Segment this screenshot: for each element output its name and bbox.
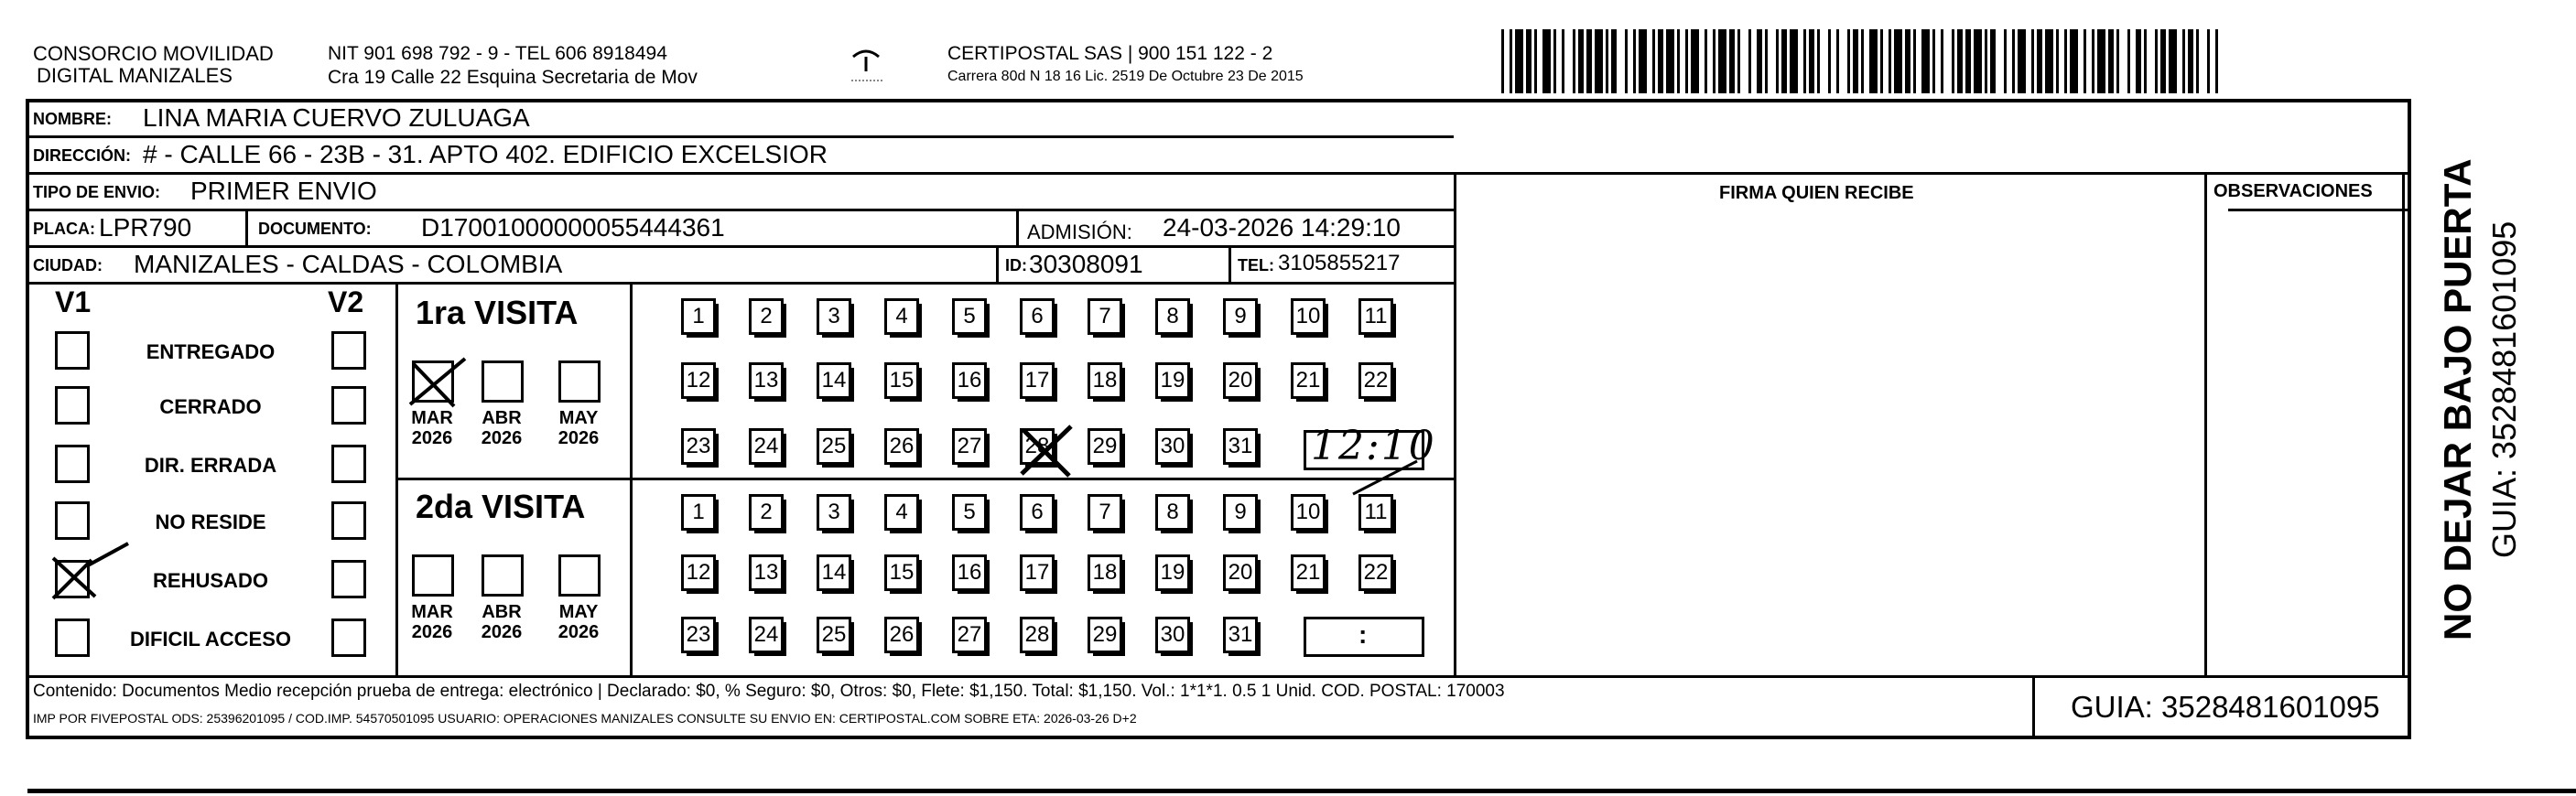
day-checkbox[interactable]: 8 [1155,298,1190,335]
month-label: MAR 2026 [411,408,453,448]
day-checkbox[interactable]: 27 [952,428,987,465]
send-type: PRIMER ENVIO [190,177,377,205]
day-checkbox[interactable]: 5 [952,298,987,335]
day-checkbox[interactable]: 28 [1020,617,1055,653]
nit-line: NIT 901 698 792 - 9 - TEL 606 8918494 [328,43,667,64]
document-label: DOCUMENTO: [258,220,372,238]
day-checkbox[interactable]: 23 [681,617,716,653]
day-checkbox[interactable]: 24 [749,428,784,465]
day-checkbox[interactable]: 16 [952,362,987,399]
company-name-line2: DIGITAL MANIZALES [37,64,233,87]
visit1-time-handwritten: 12:10 [1311,423,1436,469]
day-checkbox[interactable]: 6 [1020,494,1055,531]
address-label: DIRECCIÓN: [33,146,131,165]
document-number: D17001000000055444361 [421,213,725,242]
month-label: MAY 2026 [557,602,600,642]
day-checkbox[interactable]: 21 [1291,554,1326,591]
day-checkbox[interactable]: 14 [817,362,851,399]
day-checkbox[interactable]: 20 [1223,362,1258,399]
day-checkbox[interactable]: 26 [884,617,919,653]
day-checkbox[interactable]: 12 [681,362,716,399]
month-label: MAR 2026 [411,602,453,642]
bottom-separator [27,789,2576,793]
day-checkbox[interactable]: 13 [749,362,784,399]
day-checkbox[interactable]: 11 [1358,298,1393,335]
day-checkbox[interactable]: 22 [1358,554,1393,591]
city-label: CIUDAD: [33,256,103,274]
day-checkbox[interactable]: 2 [749,298,784,335]
day-checkbox[interactable]: 15 [884,362,919,399]
day-checkbox[interactable]: 22 [1358,362,1393,399]
name-label: NOMBRE: [33,110,112,128]
day-checkbox[interactable]: 9 [1223,494,1258,531]
status-label: ENTREGADO [146,340,276,363]
day-checkbox[interactable]: 2 [749,494,784,531]
plate-label: PLACA: [33,220,95,238]
day-checkbox[interactable]: 18 [1088,362,1122,399]
day-checkbox[interactable]: 31 [1223,617,1258,653]
company-name-line1: CONSORCIO MOVILIDAD [33,42,274,65]
footer-content-line: Contenido: Documentos Medio recepción prueba de entrega: electrónico | Declarado: $0, % Seguro: $0, Otros: $0, Flete: $1,150. Total: $1,150. Vol.: 1*1*1. 0.5 1 Unid. COD. POSTAL: 170003 [33,682,1505,701]
recipient-address: # - CALLE 66 - 23B - 31. APTO 402. EDIFICIO EXCELSIOR [143,140,828,168]
month-label: ABR 2026 [481,408,523,448]
day-checkbox[interactable]: 10 [1291,494,1326,531]
day-checkbox[interactable]: 4 [884,494,919,531]
status-label: REHUSADO [153,569,268,592]
visit2-title: 2da VISITA [416,488,586,525]
day-checkbox[interactable]: 13 [749,554,784,591]
day-checkbox[interactable]: 7 [1088,298,1122,335]
day-checkbox[interactable]: 17 [1020,362,1055,399]
day-checkbox[interactable]: 8 [1155,494,1190,531]
id-label: ID: [1005,256,1027,274]
plate: LPR790 [99,213,192,242]
day-checkbox[interactable]: 16 [952,554,987,591]
month-label: ABR 2026 [481,602,523,642]
day-checkbox[interactable]: 6 [1020,298,1055,335]
send-type-label: TIPO DE ENVIO: [33,183,161,201]
v1-label: V1 [55,285,92,318]
tel-number: 3105855217 [1278,251,1401,275]
day-checkbox[interactable]: 20 [1223,554,1258,591]
side-guia: GUIA: 3528481601095 [2485,221,2523,558]
day-checkbox[interactable]: 12 [681,554,716,591]
carrier-line1: CERTIPOSTAL SAS | 900 151 122 - 2 [947,43,1273,64]
tel-label: TEL: [1238,256,1274,274]
day-checkbox[interactable]: 10 [1291,298,1326,335]
visit1-title: 1ra VISITA [416,294,579,331]
carrier-line2: Carrera 80d N 18 16 Lic. 2519 De Octubre 23 De 2015 [947,69,1304,84]
day-checkbox[interactable]: 3 [817,298,851,335]
address-line: Cra 19 Calle 22 Esquina Secretaria de Mov [328,67,698,88]
day-checkbox[interactable]: 4 [884,298,919,335]
day-checkbox[interactable]: 30 [1155,617,1190,653]
day-checkbox[interactable]: 21 [1291,362,1326,399]
day-checkbox[interactable]: 19 [1155,362,1190,399]
status-label: DIFICIL ACCESO [129,628,291,651]
id-number: 30308091 [1029,250,1143,278]
day-checkbox[interactable]: 27 [952,617,987,653]
day-checkbox[interactable]: 17 [1020,554,1055,591]
day-checkbox[interactable]: 3 [817,494,851,531]
day-checkbox[interactable]: 7 [1088,494,1122,531]
status-label: CERRADO [159,395,262,418]
recipient-name: LINA MARIA CUERVO ZULUAGA [143,103,530,132]
day-checkbox[interactable]: 25 [817,617,851,653]
admission-datetime: 24-03-2026 14:29:10 [1163,213,1401,242]
city: MANIZALES - CALDAS - COLOMBIA [134,250,563,278]
day-checkbox[interactable]: 29 [1088,617,1122,653]
day-checkbox[interactable]: 1 [681,494,716,531]
day-checkbox[interactable]: 14 [817,554,851,591]
day-checkbox[interactable]: 23 [681,428,716,465]
day-checkbox[interactable]: 18 [1088,554,1122,591]
footer-imp-line: IMP POR FIVEPOSTAL ODS: 25396201095 / COD.IMP. 54570501095 USUARIO: OPERACIONES MANIZALES CONSULTE SU ENVIO EN: CERTIPOSTAL.COM SOBRE ETA: 2026-03-26 D+2 [33,711,1137,726]
month-label: MAY 2026 [557,408,600,448]
day-checkbox[interactable]: 28 [1020,428,1055,465]
status-label: NO RESIDE [155,511,266,533]
footer-guia: GUIA: 3528481601095 [2071,690,2380,724]
day-checkbox[interactable]: 31 [1223,428,1258,465]
v2-label: V2 [328,285,364,318]
day-checkbox[interactable]: 9 [1223,298,1258,335]
day-checkbox[interactable]: 15 [884,554,919,591]
side-warning: NO DEJAR BAJO PUERTA [2436,158,2479,640]
day-checkbox[interactable]: 30 [1155,428,1190,465]
day-checkbox[interactable]: 1 [681,298,716,335]
signature-header: FIRMA QUIEN RECIBE [1719,183,1914,203]
admission-label: ADMISIÓN: [1027,221,1132,243]
visit2-time-placeholder: : [1358,620,1368,649]
day-checkbox[interactable]: 19 [1155,554,1190,591]
day-checkbox[interactable]: 5 [952,494,987,531]
status-label: DIR. ERRADA [144,454,277,477]
day-checkbox[interactable]: 24 [749,617,784,653]
day-checkbox[interactable]: 26 [884,428,919,465]
day-checkbox[interactable]: 25 [817,428,851,465]
day-checkbox[interactable]: 29 [1088,428,1122,465]
observations-header: OBSERVACIONES [2213,181,2373,201]
day-checkbox[interactable]: 11 [1358,494,1393,531]
